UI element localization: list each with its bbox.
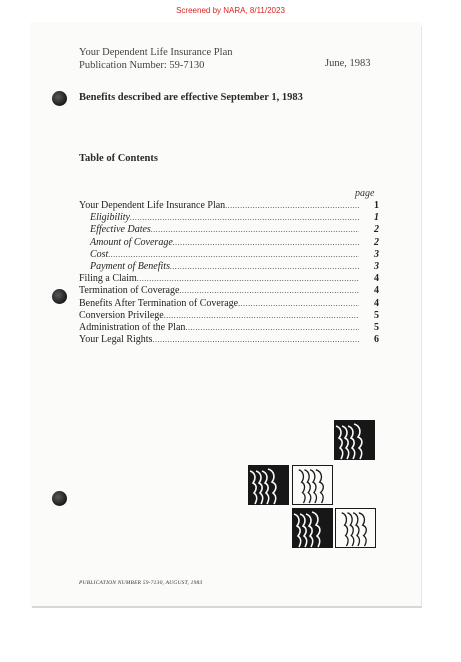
logo-face-tile-dark: [248, 465, 289, 505]
toc-entry: [79, 298, 379, 310]
toc-leader-dots: [179, 286, 359, 295]
toc-leader-dots: [225, 201, 359, 210]
toc-entry-label: Effective Dates: [90, 224, 151, 236]
toc-leader-dots: [130, 213, 359, 222]
toc-entry-page: 2: [374, 236, 379, 248]
toc-entry-page: 5: [374, 321, 379, 333]
toc-entry: [79, 224, 379, 236]
toc-leader-dots: [238, 299, 359, 308]
toc-leader-dots: [151, 225, 359, 234]
toc-entry: [79, 212, 379, 224]
toc-entry-label: Filing a Claim: [79, 273, 137, 285]
toc-entry-label: Termination of Coverage: [79, 285, 180, 297]
document-title: Your Dependent Life Insurance Plan: [79, 47, 233, 58]
toc-leader-dots: [170, 262, 359, 271]
toc-page-column-label: page: [355, 188, 375, 199]
logo-face-tile-dark: [334, 420, 375, 460]
toc-title: Table of Contents: [79, 153, 158, 164]
toc-entry: [79, 322, 379, 334]
toc-entry-page: 1: [374, 200, 379, 211]
binder-hole-middle: [52, 289, 67, 304]
publication-number: Publication Number: 59-7130: [79, 60, 205, 71]
table-of-contents: [79, 200, 379, 346]
publication-footer: PUBLICATION NUMBER 59-7130, AUGUST, 1983: [79, 580, 203, 586]
toc-entry-label: Payment of Benefits: [90, 260, 170, 272]
binder-hole-bottom: [52, 491, 67, 506]
logo-face-tile-dark: [292, 508, 333, 548]
toc-leader-dots: [185, 323, 359, 332]
toc-entry-label: Amount of Coverage: [90, 236, 173, 248]
toc-entry-page: 5: [374, 309, 379, 321]
toc-entry-page: 4: [374, 273, 379, 285]
toc-entry-label: Your Legal Rights: [79, 334, 153, 346]
toc-leader-dots: [137, 274, 359, 283]
toc-entry-label: Administration of the Plan: [79, 321, 186, 333]
document-header: [79, 46, 232, 72]
toc-leader-dots: [173, 238, 359, 247]
nara-screening-stamp: Screened by NARA, 8/11/2023: [176, 6, 285, 15]
toc-entry: [79, 334, 379, 346]
toc-leader-dots: [108, 250, 359, 259]
toc-leader-dots: [164, 311, 359, 320]
toc-entry-label: Conversion Privilege: [79, 309, 164, 321]
page-right-edge: [421, 26, 422, 606]
toc-entry-label: Your Dependent Life Insurance Plan: [79, 200, 226, 211]
toc-entry: [79, 285, 379, 297]
page-bottom-edge: [32, 606, 422, 608]
toc-entry-page: 2: [374, 224, 379, 236]
toc-entry-page: 1: [374, 212, 379, 224]
document-date: June, 1983: [325, 58, 371, 69]
toc-entry-page: 4: [374, 285, 379, 297]
toc-entry: [79, 249, 379, 261]
toc-entry-label: Eligibility: [90, 212, 130, 224]
toc-entry-page: 6: [374, 334, 379, 346]
toc-entry-label: Cost: [90, 248, 109, 260]
toc-entry-page: 3: [374, 260, 379, 272]
effective-date-note: Benefits described are effective September 1, 1983: [79, 92, 303, 103]
toc-entry: [79, 200, 379, 212]
toc-entry: [79, 273, 379, 285]
toc-entry-label: Benefits After Termination of Coverage: [79, 297, 239, 309]
toc-entry-page: 3: [374, 248, 379, 260]
toc-leader-dots: [152, 335, 359, 344]
toc-entry: [79, 237, 379, 249]
binder-hole-top: [52, 91, 67, 106]
toc-entry: [79, 261, 379, 273]
logo-face-tile-light: [335, 508, 376, 548]
toc-entry-page: 4: [374, 297, 379, 309]
logo-face-tile-light: [292, 465, 333, 505]
toc-entry: [79, 310, 379, 322]
